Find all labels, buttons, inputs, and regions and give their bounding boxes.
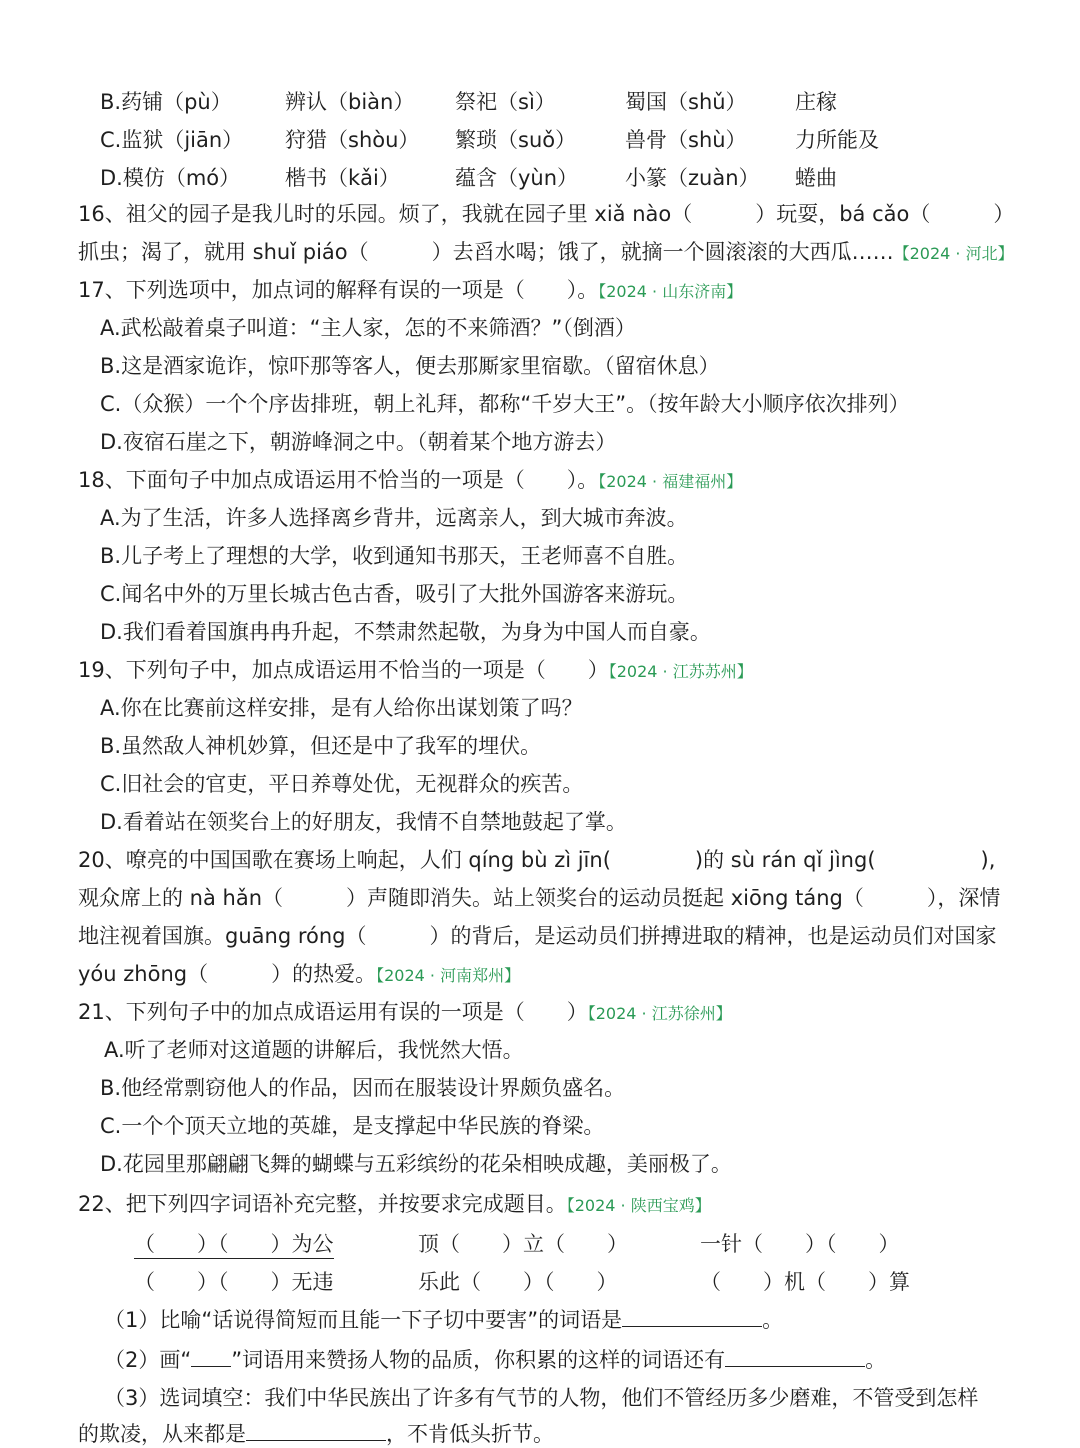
q22-sub1-blank[interactable] — [622, 1308, 762, 1327]
q16-line2 — [78, 238, 1014, 266]
q17-stem — [78, 276, 742, 304]
q17-option-b: B.这是酒家诡诈，惊吓那等客人，便去那厮家里宿歇。（留宿休息） — [100, 354, 720, 378]
q15-b-5: 庄稼 — [795, 90, 837, 114]
q22-sub1: （1）比喻“话说得简短而且能一下子切中要害”的词语是 。 — [104, 1308, 784, 1332]
q16-text: 抓虫；渴了，就用 shuǐ piáo（ ）去舀水喝；饿了，就摘一个圆滚滚的大西瓜…… — [78, 240, 894, 264]
q20-source-tag: 【2024 · 河南郑州】 — [376, 966, 521, 985]
q15-b-1: B.药铺（pù） — [100, 90, 232, 114]
q19-stem — [78, 656, 753, 684]
q19-option-a: A.你在比赛前这样安排，是有人给你出谋划策了吗？ — [100, 696, 583, 720]
q15-c-5: 力所能及 — [795, 128, 879, 152]
q21-source-tag: 【2024 · 江苏徐州】 — [587, 1004, 732, 1023]
q22-sub2-blank[interactable] — [725, 1348, 865, 1367]
q21-stem — [78, 998, 732, 1026]
q19-stem-text: 19、下列句子中，加点成语运用不恰当的一项是（ ） — [78, 658, 609, 682]
q22-sub3c-text: ，不肯低头折节。 — [386, 1422, 554, 1446]
q15-d-4: 小篆（zuàn） — [625, 166, 760, 190]
q22-source-tag: 【2024 · 陕西宝鸡】 — [566, 1196, 711, 1215]
q22-sub2-text-b: ”词语用来赞扬人物的品质，你积累的这样的词语还有 — [231, 1348, 726, 1372]
q19-source-tag: 【2024 · 江苏苏州】 — [608, 662, 753, 681]
q19-option-c: C.旧社会的官吏，平日养尊处优，无视群众的疾苦。 — [100, 772, 584, 796]
q19-option-b: B.虽然敌人神机妙算，但还是中了我军的埋伏。 — [100, 734, 542, 758]
q22-word-2: 顶（ ）立（ ） — [418, 1232, 628, 1256]
q15-b-2: 辨认（biàn） — [285, 90, 415, 114]
q20-line2: 观众席上的 nà hǎn（ ）声随即消失。站上领奖台的运动员挺起 xiōng táng（ ），深情 — [78, 886, 1001, 910]
q18-stem — [78, 466, 742, 494]
q21-option-b: B.他经常剽窃他人的作品，因而在服装设计界颇负盛名。 — [100, 1076, 626, 1100]
q22-word-4: （ ）（ ）无违 — [134, 1270, 334, 1294]
q15-c-2: 狩猎（shòu） — [285, 128, 420, 152]
q15-b-3: 祭祀（sì） — [455, 90, 556, 114]
q15-c-1: C.监狱（jiān） — [100, 128, 244, 152]
q17-stem-text: 17、下列选项中，加点词的解释有误的一项是（ ）。 — [78, 278, 599, 302]
q15-d-5: 蜷曲 — [795, 166, 837, 190]
q19-option-d: D.看着站在领奖台上的好朋友，我情不自禁地鼓起了掌。 — [100, 810, 627, 834]
q20-line4-text: yóu zhōng（ ）的热爱。 — [78, 962, 377, 986]
q22-word-6: （ ）机（ ）算 — [700, 1270, 910, 1294]
q21-option-d: D.花园里那翩翩飞舞的蝴蝶与五彩缤纷的花朵相映成趣，美丽极了。 — [100, 1152, 732, 1176]
q22-sub3b-text: 的欺凌，从来都是 — [78, 1422, 246, 1446]
q17-option-a: A.武松敲着桌子叫道：“主人家，怎的不来筛酒？”（倒酒） — [100, 316, 636, 340]
q17-source-tag: 【2024 · 山东济南】 — [598, 282, 743, 301]
q16-source-tag: 【2024 · 河北】 — [893, 244, 1014, 263]
q18-option-a: A.为了生活，许多人选择离乡背井，远离亲人，到大城市奔波。 — [100, 506, 688, 530]
q22-word-3: 一针（ ）（ ） — [700, 1232, 900, 1256]
q15-d-3: 蕴含（yùn） — [455, 166, 579, 190]
q22-sub3: （3）选词填空：我们中华民族出了许多有气节的人物，他们不管经历多少磨难，不管受到怎样 — [104, 1386, 979, 1410]
q18-option-b: B.儿子考上了理想的大学，收到通知书那天，王老师喜不自胜。 — [100, 544, 689, 568]
q21-option-a: A.听了老师对这道题的讲解后，我恍然大悟。 — [104, 1038, 524, 1062]
q20-line4 — [78, 960, 520, 988]
q22-sub1-text: （1）比喻“话说得简短而且能一下子切中要害”的词语是 — [104, 1308, 623, 1332]
q15-b-4: 蜀国（shǔ） — [625, 90, 747, 114]
q18-source-tag: 【2024 · 福建福州】 — [598, 472, 743, 491]
q22-sub2-mark — [191, 1348, 231, 1367]
q22-stem-text: 22、把下列四字词语补充完整，并按要求完成题目。 — [78, 1192, 567, 1216]
q17-option-c: C.（众猴）一个个序齿排班，朝上礼拜，都称“千岁大王”。（按年龄大小顺序依次排列） — [100, 392, 910, 416]
q20-line1: 20、嘹亮的中国国歌在赛场上响起，人们 qíng bù zì jīn( )的 sù rán qǐ jìng( ), — [78, 848, 996, 872]
q21-stem-text: 21、下列句子中的加点成语运用有误的一项是（ ） — [78, 1000, 588, 1024]
q15-c-4: 兽骨（shù） — [625, 128, 747, 152]
q22-sub3-line2 — [78, 1420, 554, 1448]
q16-line1: 16、祖父的园子是我儿时的乐园。烦了，我就在园子里 xiǎ nào（ ）玩耍，bá cǎo（ ） — [78, 202, 1015, 226]
q20-line3: 地注视着国旗。guāng róng（ ）的背后，是运动员们拼搏进取的精神，也是运动员们对国家 — [78, 924, 997, 948]
q21-option-c: C.一个个顶天立地的英雄，是支撑起中华民族的脊梁。 — [100, 1114, 605, 1138]
q22-word-1: （ ）（ ）为公 — [134, 1228, 334, 1259]
q15-c-3: 繁琐（suǒ） — [455, 128, 577, 152]
q15-d-1: D.模仿（mó） — [100, 166, 241, 190]
q18-stem-text: 18、下面句子中加点成语运用不恰当的一项是（ ）。 — [78, 468, 599, 492]
q22-stem — [78, 1190, 711, 1218]
q22-sub2-text-a: （2）画“ — [104, 1348, 192, 1372]
q22-sub3-blank[interactable] — [246, 1422, 386, 1441]
q15-d-2: 楷书（kǎi） — [285, 166, 400, 190]
q18-option-c: C.闻名中外的万里长城古色古香，吸引了大批外国游客来游玩。 — [100, 582, 689, 606]
q22-sub2: （2）画“ ”词语用来赞扬人物的品质，你积累的这样的词语还有 。 — [104, 1348, 887, 1372]
q22-word-5: 乐此（ ）（ ） — [418, 1270, 618, 1294]
q17-option-d: D.夜宿石崖之下，朝游峰洞之中。（朝着某个地方游去） — [100, 430, 617, 454]
q18-option-d: D.我们看着国旗冉冉升起，不禁肃然起敬，为身为中国人而自豪。 — [100, 620, 711, 644]
